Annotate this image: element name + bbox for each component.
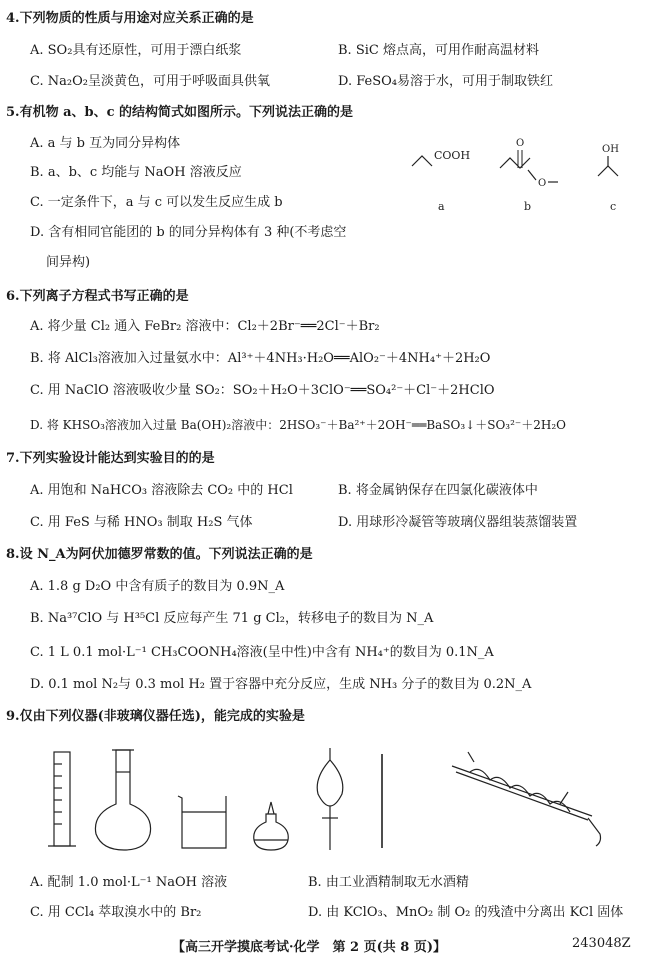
q6-stem: 6.下列离子方程式书写正确的是	[6, 289, 189, 304]
q5-option-b: B. a、b、c 均能与 NaOH 溶液反应	[30, 165, 242, 180]
structure-a-group: COOH	[434, 149, 471, 162]
q4-stem: 4.下列物质的性质与用途对应关系正确的是	[6, 11, 254, 26]
q7-option-b: B. 将金属钠保存在四氯化碳液体中	[338, 483, 538, 498]
graduated-cylinder-icon	[48, 752, 76, 846]
q9-option-b: B. 由工业酒精制取无水酒精	[308, 875, 469, 890]
structure-a	[412, 149, 470, 213]
page-footer-code: 243048Z	[572, 936, 631, 951]
q7-option-d: D. 用球形冷凝管等玻璃仪器组装蒸馏装置	[338, 515, 578, 530]
q5-option-a: A. a 与 b 互为同分异构体	[30, 136, 181, 151]
q9-stem: 9.仅由下列仪器(非玻璃仪器任选)，能完成的实验是	[6, 709, 305, 724]
beaker-icon	[178, 796, 226, 848]
q5-structures-figure	[400, 128, 640, 224]
q9-option-d: D. 由 KClO₃、MnO₂ 制 O₂ 的残渣中分离出 KCl 固体	[308, 905, 624, 920]
structure-b-label: b	[524, 200, 532, 213]
q7-stem: 7.下列实验设计能达到实验目的的是	[6, 451, 215, 466]
structure-c-group: OH	[602, 144, 619, 155]
condenser-icon	[452, 752, 601, 846]
structure-c	[598, 144, 619, 213]
separatory-funnel-icon	[317, 748, 343, 850]
q6-option-a: A. 将少量 Cl₂ 通入 FeBr₂ 溶液中：Cl₂＋2Br⁻══2Cl⁻＋Br₂	[30, 319, 380, 334]
q8-option-c: C. 1 L 0.1 mol·L⁻¹ CH₃COONH₄溶液(呈中性)中含有 NH₄⁺的数目为 0.1N_A	[30, 645, 494, 660]
structure-b	[500, 138, 558, 213]
q8-option-d: D. 0.1 mol N₂与 0.3 mol H₂ 置于容器中充分反应，生成 NH₃ 分子的数目为 0.2N_A	[30, 677, 532, 692]
volumetric-flask-icon	[95, 750, 150, 850]
structure-a-label: a	[438, 200, 445, 213]
q9-option-c: C. 用 CCl₄ 萃取溴水中的 Br₂	[30, 905, 202, 920]
alcohol-lamp-icon	[254, 802, 289, 850]
structure-c-label: c	[610, 200, 617, 213]
q7-option-a: A. 用饱和 NaHCO₃ 溶液除去 CO₂ 中的 HCl	[30, 483, 293, 498]
q5-option-c: C. 一定条件下，a 与 c 可以发生反应生成 b	[30, 195, 283, 210]
q4-option-b: B. SiC 熔点高，可用作耐高温材料	[338, 43, 539, 58]
q9-apparatus-figure	[40, 742, 620, 862]
q8-option-b: B. Na³⁷ClO 与 H³⁵Cl 反应每产生 71 g Cl₂，转移电子的数目为 N_A	[30, 611, 434, 626]
q9-option-a: A. 配制 1.0 mol·L⁻¹ NaOH 溶液	[30, 875, 228, 890]
q6-option-d: D. 将 KHSO₃溶液加入过量 Ba(OH)₂溶液中：2HSO₃⁻＋Ba²⁺＋2OH⁻══BaSO₃↓＋SO₃²⁻＋2H₂O	[30, 418, 566, 432]
q7-option-c: C. 用 FeS 与稀 HNO₃ 制取 H₂S 气体	[30, 515, 253, 530]
q4-option-d: D. FeSO₄易溶于水，可用于制取铁红	[338, 74, 554, 89]
q4-option-a: A. SO₂具有还原性，可用于漂白纸浆	[30, 43, 242, 58]
structure-b-oxygen-side: O	[538, 178, 547, 189]
page-footer-title: 【高三开学摸底考试·化学 第 2 页(共 8 页)】	[172, 940, 447, 955]
q5-stem: 5.有机物 a、b、c 的结构简式如图所示。下列说法正确的是	[6, 105, 354, 120]
q6-option-b: B. 将 AlCl₃溶液加入过量氨水中：Al³⁺＋4NH₃·H₂O══AlO₂⁻＋4NH₄⁺＋2H₂O	[30, 351, 491, 366]
q8-stem: 8.设 N_A为阿伏加德罗常数的值。下列说法正确的是	[6, 547, 313, 562]
structure-b-oxygen-top: O	[516, 138, 525, 149]
q4-option-c: C. Na₂O₂呈淡黄色，可用于呼吸面具供氧	[30, 74, 270, 89]
q5-option-d-line1: D. 含有相同官能团的 b 的同分异构体有 3 种(不考虑空	[30, 225, 347, 240]
q8-option-a: A. 1.8 g D₂O 中含有质子的数目为 0.9N_A	[30, 579, 285, 594]
q6-option-c: C. 用 NaClO 溶液吸收少量 SO₂：SO₂＋H₂O＋3ClO⁻══SO₄²⁻＋Cl⁻＋2HClO	[30, 383, 495, 398]
q5-option-d-line2: 间异构)	[46, 255, 91, 270]
